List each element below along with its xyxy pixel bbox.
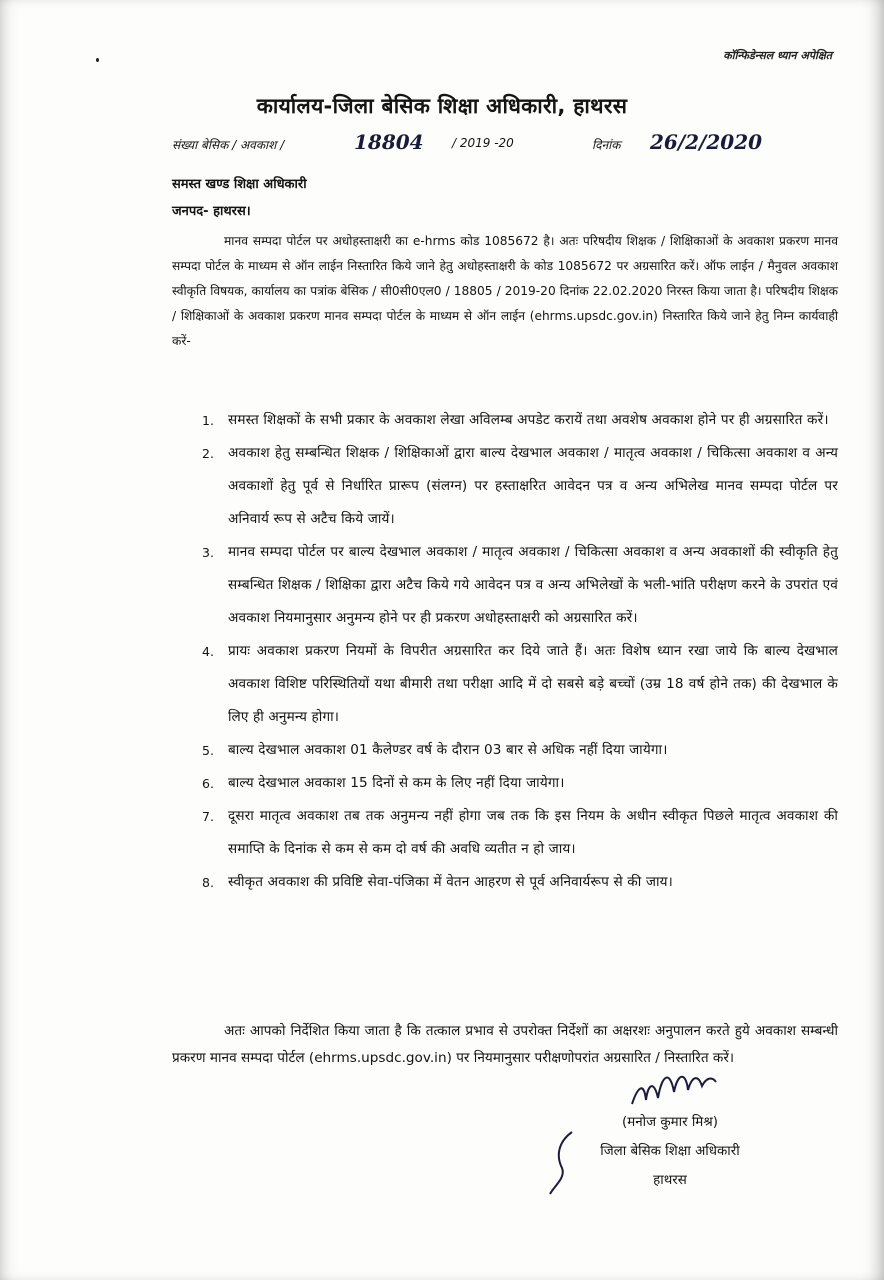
list-item-number: 8. bbox=[202, 875, 214, 890]
reference-prefix: संख्या बेसिक / अवकाश / bbox=[172, 138, 285, 152]
signatory-place: हाथरस bbox=[653, 1173, 687, 1188]
list-item bbox=[172, 536, 838, 635]
signatory-name: (मनोज कुमार मिश्र) bbox=[622, 1115, 718, 1130]
intro-paragraph: मानव सम्पदा पोर्टल पर अधोहस्ताक्षरी का e-hrms कोड 1085672 है। अतः परिषदीय शिक्षक / शिक्षिकाओं के अवकाश प्रकरण मानव सम्पदा पोर्टल के माध्यम से ऑन लाईन निस्तारित किये जाने हेतु अधोहस्ताक्षरी के कोड 1085672 पर अग्रसारित करें। ऑफ लाईन / मैनुवल अवकाश स्वीकृति विषयक, कार्यालय का पत्रांक बेसिक / सी0सी0एल0 / 18805 / 2019-20 दिनांक 22.02.2020 निरस्त किया जाता है। परिषदीय शिक्षक / शिक्षिकाओं के अवकाश प्रकरण मानव सम्पदा पोर्टल के माध्यम से ऑन लाईन (ehrms.upsdc.gov.in) निस्तारित किये जाने हेतु निम्न कार्यवाही करें- bbox=[172, 234, 838, 348]
addressee-line-2: जनपद- हाथरस। bbox=[172, 204, 251, 219]
list-item bbox=[172, 800, 838, 866]
signature-scribble bbox=[628, 1064, 718, 1112]
list-item bbox=[172, 767, 838, 800]
list-item-number: 5. bbox=[202, 743, 214, 758]
list-item-number: 7. bbox=[202, 809, 214, 824]
closing-paragraph: अतः आपको निर्देशित किया जाता है कि तत्काल प्रभाव से उपरोक्त निर्देशों का अक्षरशः अनुपालन करते हुये अवकाश सम्बन्धी प्रकरण मानव सम्पदा पोर्टल (ehrms.upsdc.gov.in) पर नियमानुसार परीक्षणोपरांत अग्रसारित / निस्तारित करें। bbox=[172, 1023, 838, 1066]
list-item-number: 2. bbox=[202, 446, 214, 461]
list-item bbox=[172, 437, 838, 536]
list-item-text: बाल्य देखभाल अवकाश 15 दिनों से कम के लिए नहीं दिया जायेगा। bbox=[228, 775, 565, 791]
list-item-text: बाल्य देखभाल अवकाश 01 कैलेण्डर वर्ष के दौरान 03 बार से अधिक नहीं दिया जायेगा। bbox=[228, 742, 668, 758]
list-item-text: प्रायः अवकाश प्रकरण नियमों के विपरीत अग्रसारित कर दिये जाते हैं। अतः विशेष ध्यान रखा जाये कि बाल्य देखभाल अवकाश विशिष्ट परिस्थितियों यथा बीमारी तथा परीक्षा आदि में दो सबसे बड़े बच्चों (उम्र 18 वर्ष होने तक) की देखभाल के लिए ही अनुमन्य होगा। bbox=[228, 643, 838, 725]
instructions-list bbox=[172, 404, 838, 899]
list-item-number: 6. bbox=[202, 776, 214, 791]
list-item-text: मानव सम्पदा पोर्टल पर बाल्य देखभाल अवकाश / मातृत्व अवकाश / चिकित्सा अवकाश व अन्य अवकाशों की स्वीकृति हेतु सम्बन्धित शिक्षक / शिक्षिका द्वारा अटैच किये गये आवेदन पत्र व अन्य अभिलेखों के भली-भांति परीक्षण करने के उपरांत एवं अवकाश नियमानुसार अनुमन्य होने पर ही प्रकरण अधोहस्ताक्षरी को अग्रसारित करें। bbox=[228, 544, 838, 626]
list-item-text: समस्त शिक्षकों के सभी प्रकार के अवकाश लेखा अविलम्ब अपडेट करायें तथा अवशेष अवकाश होने पर ही अग्रसारित करें। bbox=[228, 412, 829, 428]
list-item-text: दूसरा मातृत्व अवकाश तब तक अनुमन्य नहीं होगा जब तक कि इस नियम के अधीन स्वीकृत पिछले मातृत्व अवकाश की समाप्ति के दिनांक से कम से कम दो वर्ष की अवधि व्यतीत न हो जाय। bbox=[228, 808, 838, 857]
list-item bbox=[172, 635, 838, 734]
list-item-number: 3. bbox=[202, 545, 214, 560]
list-item bbox=[172, 734, 838, 767]
ink-speck bbox=[96, 58, 99, 62]
date-value: 26/2/2020 bbox=[650, 130, 763, 154]
list-item-number: 4. bbox=[202, 644, 214, 659]
list-item-number: 1. bbox=[202, 413, 214, 428]
reference-session: / 2019 -20 bbox=[452, 136, 514, 150]
list-item-text: अवकाश हेतु सम्बन्धित शिक्षक / शिक्षिकाओं द्वारा बाल्य देखभाल अवकाश / मातृत्व अवकाश / चिकित्सा अवकाश व अन्य अवकाशों हेतु पूर्व से निर्धारित प्रारूप (संलग्न) पर हस्ताक्षरित आवेदन पत्र व अन्य अभिलेख मानव सम्पदा पोर्टल पर अनिवार्य रूप से अटैच किये जायें। bbox=[228, 445, 838, 527]
corner-note: कॉन्फिडेन्सल ध्यान अपेक्षित bbox=[723, 49, 832, 62]
signatory-designation: जिला बेसिक शिक्षा अधिकारी bbox=[600, 1144, 740, 1159]
signature-block bbox=[560, 1108, 780, 1195]
list-item bbox=[172, 866, 838, 899]
date-label: दिनांक bbox=[592, 138, 621, 152]
office-heading: कार्यालय-जिला बेसिक शिक्षा अधिकारी, हाथरस bbox=[256, 94, 628, 118]
reference-number: 18804 bbox=[354, 130, 424, 154]
addressee-line-1: समस्त खण्ड शिक्षा अधिकारी bbox=[172, 177, 307, 192]
list-item-text: स्वीकृत अवकाश की प्रविष्टि सेवा-पंजिका में वेतन आहरण से पूर्व अनिवार्यरूप से की जाय। bbox=[228, 874, 673, 890]
list-item bbox=[172, 404, 838, 437]
reference-line bbox=[172, 130, 812, 158]
